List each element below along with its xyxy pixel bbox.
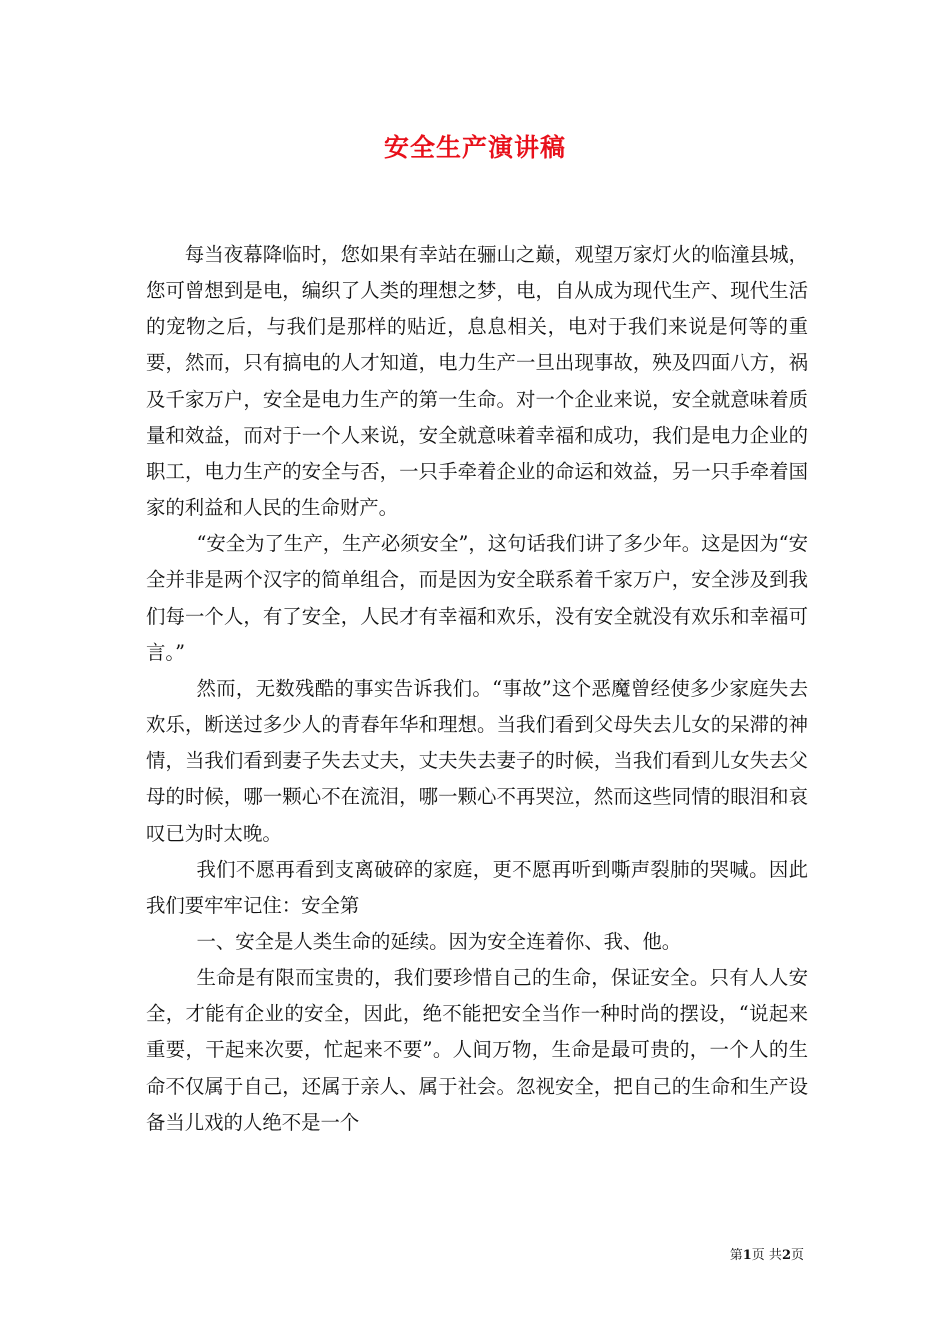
document-body xyxy=(146,237,808,1141)
paragraph-5: 一、安全是人类生命的延续。因为安全连着你、我、他。 xyxy=(196,929,682,953)
paragraph-2: “安全为了生产，生产必须安全”，这句话我们讲了多少年。这是因为“安全并非是两个汉字的简单组合，而是因为安全联系着千家万户，安全涉及到我们每一个人，有了安全，人民才有幸福和欢乐，没有安全就没有欢乐和幸福可言。” xyxy=(146,532,808,664)
paragraph-3: 然而，无数残酷的事实告诉我们。“事故”这个恶魔曾经使多少家庭失去欢乐，断送过多少人的青春年华和理想。当我们看到父母失去儿女的呆滞的神情，当我们看到妻子失去丈夫，丈夫失去妻子的时候，当我们看到儿女失去父母的时候，哪一颗心不在流泪，哪一颗心不再哭泣，然而这些同情的眼泪和哀叹已为时太晚。 xyxy=(146,676,808,845)
paragraph-6: 生命是有限而宝贵的，我们要珍惜自己的生命，保证安全。只有人人安全，才能有企业的安全，因此，绝不能把安全当作一种时尚的摆设，“说起来重要，干起来次要，忙起来不要”。人间万物，生命是最可贵的，一个人的生命不仅属于自己，还属于亲人、属于社会。忽视安全，把自己的生命和生产设备当儿戏的人绝不是一个 xyxy=(146,966,808,1134)
paragraph-4: 我们不愿再看到支离破碎的家庭，更不愿再听到嘶声裂肺的哭喊。因此我们要牢牢记住：安全第 xyxy=(146,857,808,917)
footer-prefix: 第 xyxy=(729,1248,743,1263)
page-number-footer xyxy=(730,1247,804,1265)
footer-current-page: 1 xyxy=(742,1248,752,1263)
footer-total-pages: 2 xyxy=(781,1248,791,1263)
paragraph-1: 每当夜幕降临时，您如果有幸站在骊山之巅，观望万家灯火的临潼县城，您可曾想到是电，编织了人类的理想之梦，电，自从成为现代生产、现代生活的宠物之后，与我们是那样的贴近，息息相关，电对于我们来说是何等的重要，然而，只有搞电的人才知道，电力生产一旦出现事故，殃及四面八方，祸及千家万户，安全是电力生产的第一生命。对一个企业来说，安全就意味着质量和效益，而对于一个人来说，安全就意味着幸福和成功，我们是电力企业的职工，电力生产的安全与否，一只手牵着企业的命运和效益，另一只手牵着国家的利益和人民的生命财产。 xyxy=(146,243,808,520)
document-title: 安全生产演讲稿 xyxy=(383,133,566,162)
footer-middle: 页 共 xyxy=(751,1248,782,1263)
footer-suffix: 页 xyxy=(790,1248,804,1263)
